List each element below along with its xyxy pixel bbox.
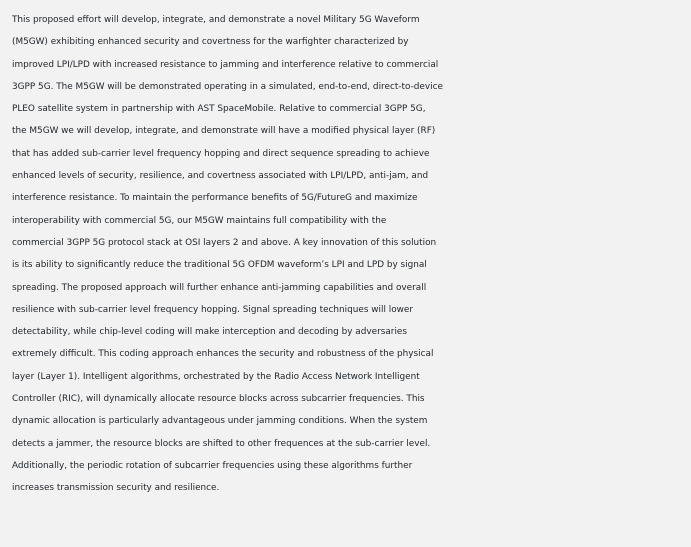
text-line: Additionally, the periodic rotation of subcarrier frequencies using these algorithms further xyxy=(12,460,413,471)
text-line: improved LPI/LPD with increased resistance to jamming and interference relative to commercial xyxy=(12,59,439,70)
text-line: detects a jammer, the resource blocks are shifted to other frequences at the sub-carrier level. xyxy=(12,438,431,449)
text-line: PLEO satellite system in partnership with AST SpaceMobile. Relative to commercial 3GPP 5G, xyxy=(12,104,426,115)
text-line: the M5GW we will develop, integrate, and demonstrate will have a modified physical layer (RF) xyxy=(12,126,436,137)
text-line: commercial 3GPP 5G protocol stack at OSI layers 2 and above. A key innovation of this solution xyxy=(12,237,437,248)
text-line: spreading. The proposed approach will further enhance anti-jamming capabilities and overall xyxy=(12,282,427,293)
text-line: resilience with sub-carrier level frequency hopping. Signal spreading techniques will lower xyxy=(12,304,414,315)
text-line: that has added sub-carrier level frequency hopping and direct sequence spreading to achieve xyxy=(12,148,430,159)
text-line: dynamic allocation is particularly advantageous under jamming conditions. When the system xyxy=(12,416,428,427)
text-line: detectability, while chip-level coding will make interception and decoding by adversaries xyxy=(12,327,407,338)
text-line: extremely difficult. This coding approach enhances the security and robustness of the physical xyxy=(12,349,434,360)
text-line: Controller (RIC), will dynamically allocate resource blocks across subcarrier frequencies. This xyxy=(12,394,425,405)
text-line: (M5GW) exhibiting enhanced security and covertness for the warfighter characterized by xyxy=(12,37,409,48)
text-line: increases transmission security and resilience. xyxy=(12,483,220,494)
text-line: interoperability with commercial 5G, our M5GW maintains full compatibility with the xyxy=(12,215,387,226)
text-line: 3GPP 5G. The M5GW will be demonstrated operating in a simulated, end-to-end, direct-to-device xyxy=(12,81,443,92)
text-line: interference resistance. To maintain the performance benefits of 5G/FutureG and maximize xyxy=(12,193,418,204)
document-paragraph xyxy=(12,9,687,500)
text-line: layer (Layer 1). Intelligent algorithms, orchestrated by the Radio Access Network Intelligent xyxy=(12,371,420,382)
text-line: enhanced levels of security, resilience, and covertness associated with LPI/LPD, anti-jam, and xyxy=(12,171,429,182)
text-line: is its ability to significantly reduce the traditional 5G OFDM waveform’s LPI and LPD by signal xyxy=(12,260,427,271)
text-line: This proposed effort will develop, integrate, and demonstrate a novel Military 5G Waveform xyxy=(12,15,420,25)
